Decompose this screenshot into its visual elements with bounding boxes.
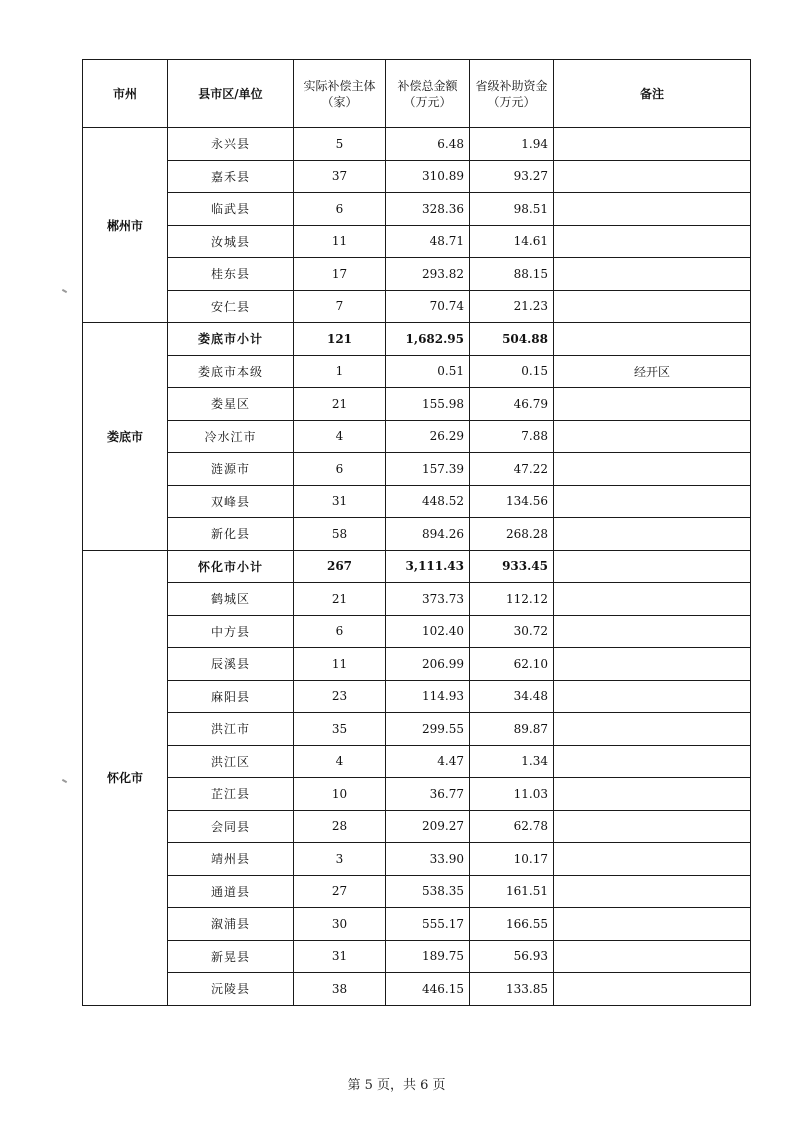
table-row (83, 355, 751, 388)
table-row (83, 778, 751, 811)
scan-margin-mark (62, 289, 67, 293)
county-cell: 辰溪县 (168, 648, 294, 681)
table-row (83, 420, 751, 453)
total-amount-cell: 33.90 (386, 843, 470, 876)
entities-cell: 7 (294, 290, 386, 323)
table-row (83, 810, 751, 843)
county-cell: 汝城县 (168, 225, 294, 258)
entities-cell: 11 (294, 225, 386, 258)
note-cell (554, 453, 751, 486)
entities-cell: 37 (294, 160, 386, 193)
note-cell (554, 648, 751, 681)
entities-cell: 4 (294, 745, 386, 778)
total-amount-cell: 328.36 (386, 193, 470, 226)
subsidy-cell: 133.85 (470, 973, 554, 1006)
county-cell: 双峰县 (168, 485, 294, 518)
total-amount-cell: 189.75 (386, 940, 470, 973)
entities-cell: 28 (294, 810, 386, 843)
total-amount-cell: 4.47 (386, 745, 470, 778)
subsidy-cell: 933.45 (470, 550, 554, 583)
table-row (83, 485, 751, 518)
subsidy-cell: 7.88 (470, 420, 554, 453)
table-row (83, 973, 751, 1006)
subsidy-cell: 166.55 (470, 908, 554, 941)
note-cell: 经开区 (554, 355, 751, 388)
note-cell (554, 518, 751, 551)
entities-cell: 267 (294, 550, 386, 583)
entities-cell: 23 (294, 680, 386, 713)
county-cell: 娄底市小计 (168, 323, 294, 356)
note-cell (554, 258, 751, 291)
table-row (83, 615, 751, 648)
subsidy-cell: 504.88 (470, 323, 554, 356)
county-cell: 怀化市小计 (168, 550, 294, 583)
note-cell (554, 843, 751, 876)
compensation-table (82, 59, 751, 1006)
county-cell: 嘉禾县 (168, 160, 294, 193)
county-cell: 涟源市 (168, 453, 294, 486)
note-cell (554, 485, 751, 518)
note-cell (554, 193, 751, 226)
note-cell (554, 875, 751, 908)
table-row (83, 680, 751, 713)
subsidy-cell: 34.48 (470, 680, 554, 713)
note-cell (554, 680, 751, 713)
entities-cell: 27 (294, 875, 386, 908)
page-number: 第 5 页，共 6 页 (347, 1078, 446, 1093)
table-row (83, 908, 751, 941)
subsidy-cell: 47.22 (470, 453, 554, 486)
header-city: 市州 (83, 60, 168, 128)
header-county: 县市区/单位 (168, 60, 294, 128)
note-cell (554, 323, 751, 356)
entities-cell: 121 (294, 323, 386, 356)
entities-cell: 6 (294, 193, 386, 226)
county-cell: 永兴县 (168, 128, 294, 161)
total-amount-cell: 36.77 (386, 778, 470, 811)
note-cell (554, 550, 751, 583)
table-row (83, 583, 751, 616)
total-amount-cell: 538.35 (386, 875, 470, 908)
county-cell: 新化县 (168, 518, 294, 551)
subsidy-cell: 98.51 (470, 193, 554, 226)
table-row (83, 745, 751, 778)
table-row (83, 160, 751, 193)
table-row (83, 225, 751, 258)
total-amount-cell: 293.82 (386, 258, 470, 291)
total-amount-cell: 70.74 (386, 290, 470, 323)
entities-cell: 6 (294, 453, 386, 486)
note-cell (554, 778, 751, 811)
note-cell (554, 128, 751, 161)
entities-cell: 17 (294, 258, 386, 291)
entities-cell: 10 (294, 778, 386, 811)
county-cell: 芷江县 (168, 778, 294, 811)
county-cell: 洪江市 (168, 713, 294, 746)
note-cell (554, 810, 751, 843)
table-body (83, 60, 751, 1006)
total-amount-cell: 157.39 (386, 453, 470, 486)
county-cell: 鹤城区 (168, 583, 294, 616)
subsidy-cell: 56.93 (470, 940, 554, 973)
total-amount-cell: 206.99 (386, 648, 470, 681)
county-cell: 靖州县 (168, 843, 294, 876)
note-cell (554, 420, 751, 453)
total-amount-cell: 3,111.43 (386, 550, 470, 583)
county-cell: 娄星区 (168, 388, 294, 421)
total-amount-cell: 48.71 (386, 225, 470, 258)
header-row (83, 60, 751, 128)
note-cell (554, 615, 751, 648)
county-cell: 临武县 (168, 193, 294, 226)
note-cell (554, 290, 751, 323)
city-cell: 怀化市 (83, 550, 168, 1005)
table-row (83, 518, 751, 551)
county-cell: 冷水江市 (168, 420, 294, 453)
total-amount-cell: 373.73 (386, 583, 470, 616)
table-row (83, 713, 751, 746)
subsidy-cell: 62.78 (470, 810, 554, 843)
subtotal-row (83, 323, 751, 356)
header-entities: 实际补偿主体 （家） (294, 60, 386, 128)
subsidy-cell: 93.27 (470, 160, 554, 193)
subsidy-cell: 1.34 (470, 745, 554, 778)
subsidy-cell: 112.12 (470, 583, 554, 616)
county-cell: 中方县 (168, 615, 294, 648)
entities-cell: 21 (294, 583, 386, 616)
table-row (83, 843, 751, 876)
entities-cell: 31 (294, 940, 386, 973)
county-cell: 会同县 (168, 810, 294, 843)
city-cell: 郴州市 (83, 128, 168, 323)
subsidy-cell: 10.17 (470, 843, 554, 876)
note-cell (554, 973, 751, 1006)
subsidy-cell: 46.79 (470, 388, 554, 421)
county-cell: 桂东县 (168, 258, 294, 291)
entities-cell: 3 (294, 843, 386, 876)
county-cell: 娄底市本级 (168, 355, 294, 388)
header-provincial-subsidy: 省级补助资金 （万元） (470, 60, 554, 128)
entities-cell: 11 (294, 648, 386, 681)
header-total-amount: 补偿总金额 （万元） (386, 60, 470, 128)
note-cell (554, 940, 751, 973)
subtotal-row (83, 550, 751, 583)
note-cell (554, 908, 751, 941)
table-row (83, 290, 751, 323)
county-cell: 通道县 (168, 875, 294, 908)
table-row (83, 648, 751, 681)
total-amount-cell: 299.55 (386, 713, 470, 746)
note-cell (554, 388, 751, 421)
county-cell: 洪江区 (168, 745, 294, 778)
entities-cell: 30 (294, 908, 386, 941)
total-amount-cell: 448.52 (386, 485, 470, 518)
total-amount-cell: 155.98 (386, 388, 470, 421)
note-cell (554, 745, 751, 778)
total-amount-cell: 0.51 (386, 355, 470, 388)
scan-margin-mark (62, 779, 67, 783)
table-row (83, 875, 751, 908)
total-amount-cell: 1,682.95 (386, 323, 470, 356)
total-amount-cell: 894.26 (386, 518, 470, 551)
entities-cell: 4 (294, 420, 386, 453)
county-cell: 溆浦县 (168, 908, 294, 941)
subsidy-cell: 62.10 (470, 648, 554, 681)
subsidy-cell: 268.28 (470, 518, 554, 551)
county-cell: 安仁县 (168, 290, 294, 323)
subsidy-cell: 21.23 (470, 290, 554, 323)
note-cell (554, 713, 751, 746)
note-cell (554, 583, 751, 616)
entities-cell: 38 (294, 973, 386, 1006)
subsidy-cell: 14.61 (470, 225, 554, 258)
subsidy-cell: 134.56 (470, 485, 554, 518)
table-row (83, 388, 751, 421)
table-row (83, 258, 751, 291)
subsidy-cell: 161.51 (470, 875, 554, 908)
total-amount-cell: 310.89 (386, 160, 470, 193)
header-note: 备注 (554, 60, 751, 128)
total-amount-cell: 209.27 (386, 810, 470, 843)
total-amount-cell: 114.93 (386, 680, 470, 713)
subsidy-cell: 1.94 (470, 128, 554, 161)
subsidy-cell: 11.03 (470, 778, 554, 811)
total-amount-cell: 446.15 (386, 973, 470, 1006)
county-cell: 新晃县 (168, 940, 294, 973)
county-cell: 麻阳县 (168, 680, 294, 713)
county-cell: 沅陵县 (168, 973, 294, 1006)
note-cell (554, 160, 751, 193)
entities-cell: 5 (294, 128, 386, 161)
total-amount-cell: 102.40 (386, 615, 470, 648)
table-row (83, 128, 751, 161)
total-amount-cell: 555.17 (386, 908, 470, 941)
entities-cell: 6 (294, 615, 386, 648)
subsidy-cell: 89.87 (470, 713, 554, 746)
city-cell: 娄底市 (83, 323, 168, 551)
entities-cell: 58 (294, 518, 386, 551)
subsidy-cell: 0.15 (470, 355, 554, 388)
note-cell (554, 225, 751, 258)
table-row (83, 453, 751, 486)
entities-cell: 31 (294, 485, 386, 518)
entities-cell: 21 (294, 388, 386, 421)
entities-cell: 1 (294, 355, 386, 388)
subsidy-cell: 88.15 (470, 258, 554, 291)
entities-cell: 35 (294, 713, 386, 746)
table-row (83, 940, 751, 973)
total-amount-cell: 6.48 (386, 128, 470, 161)
table-row (83, 193, 751, 226)
total-amount-cell: 26.29 (386, 420, 470, 453)
subsidy-cell: 30.72 (470, 615, 554, 648)
